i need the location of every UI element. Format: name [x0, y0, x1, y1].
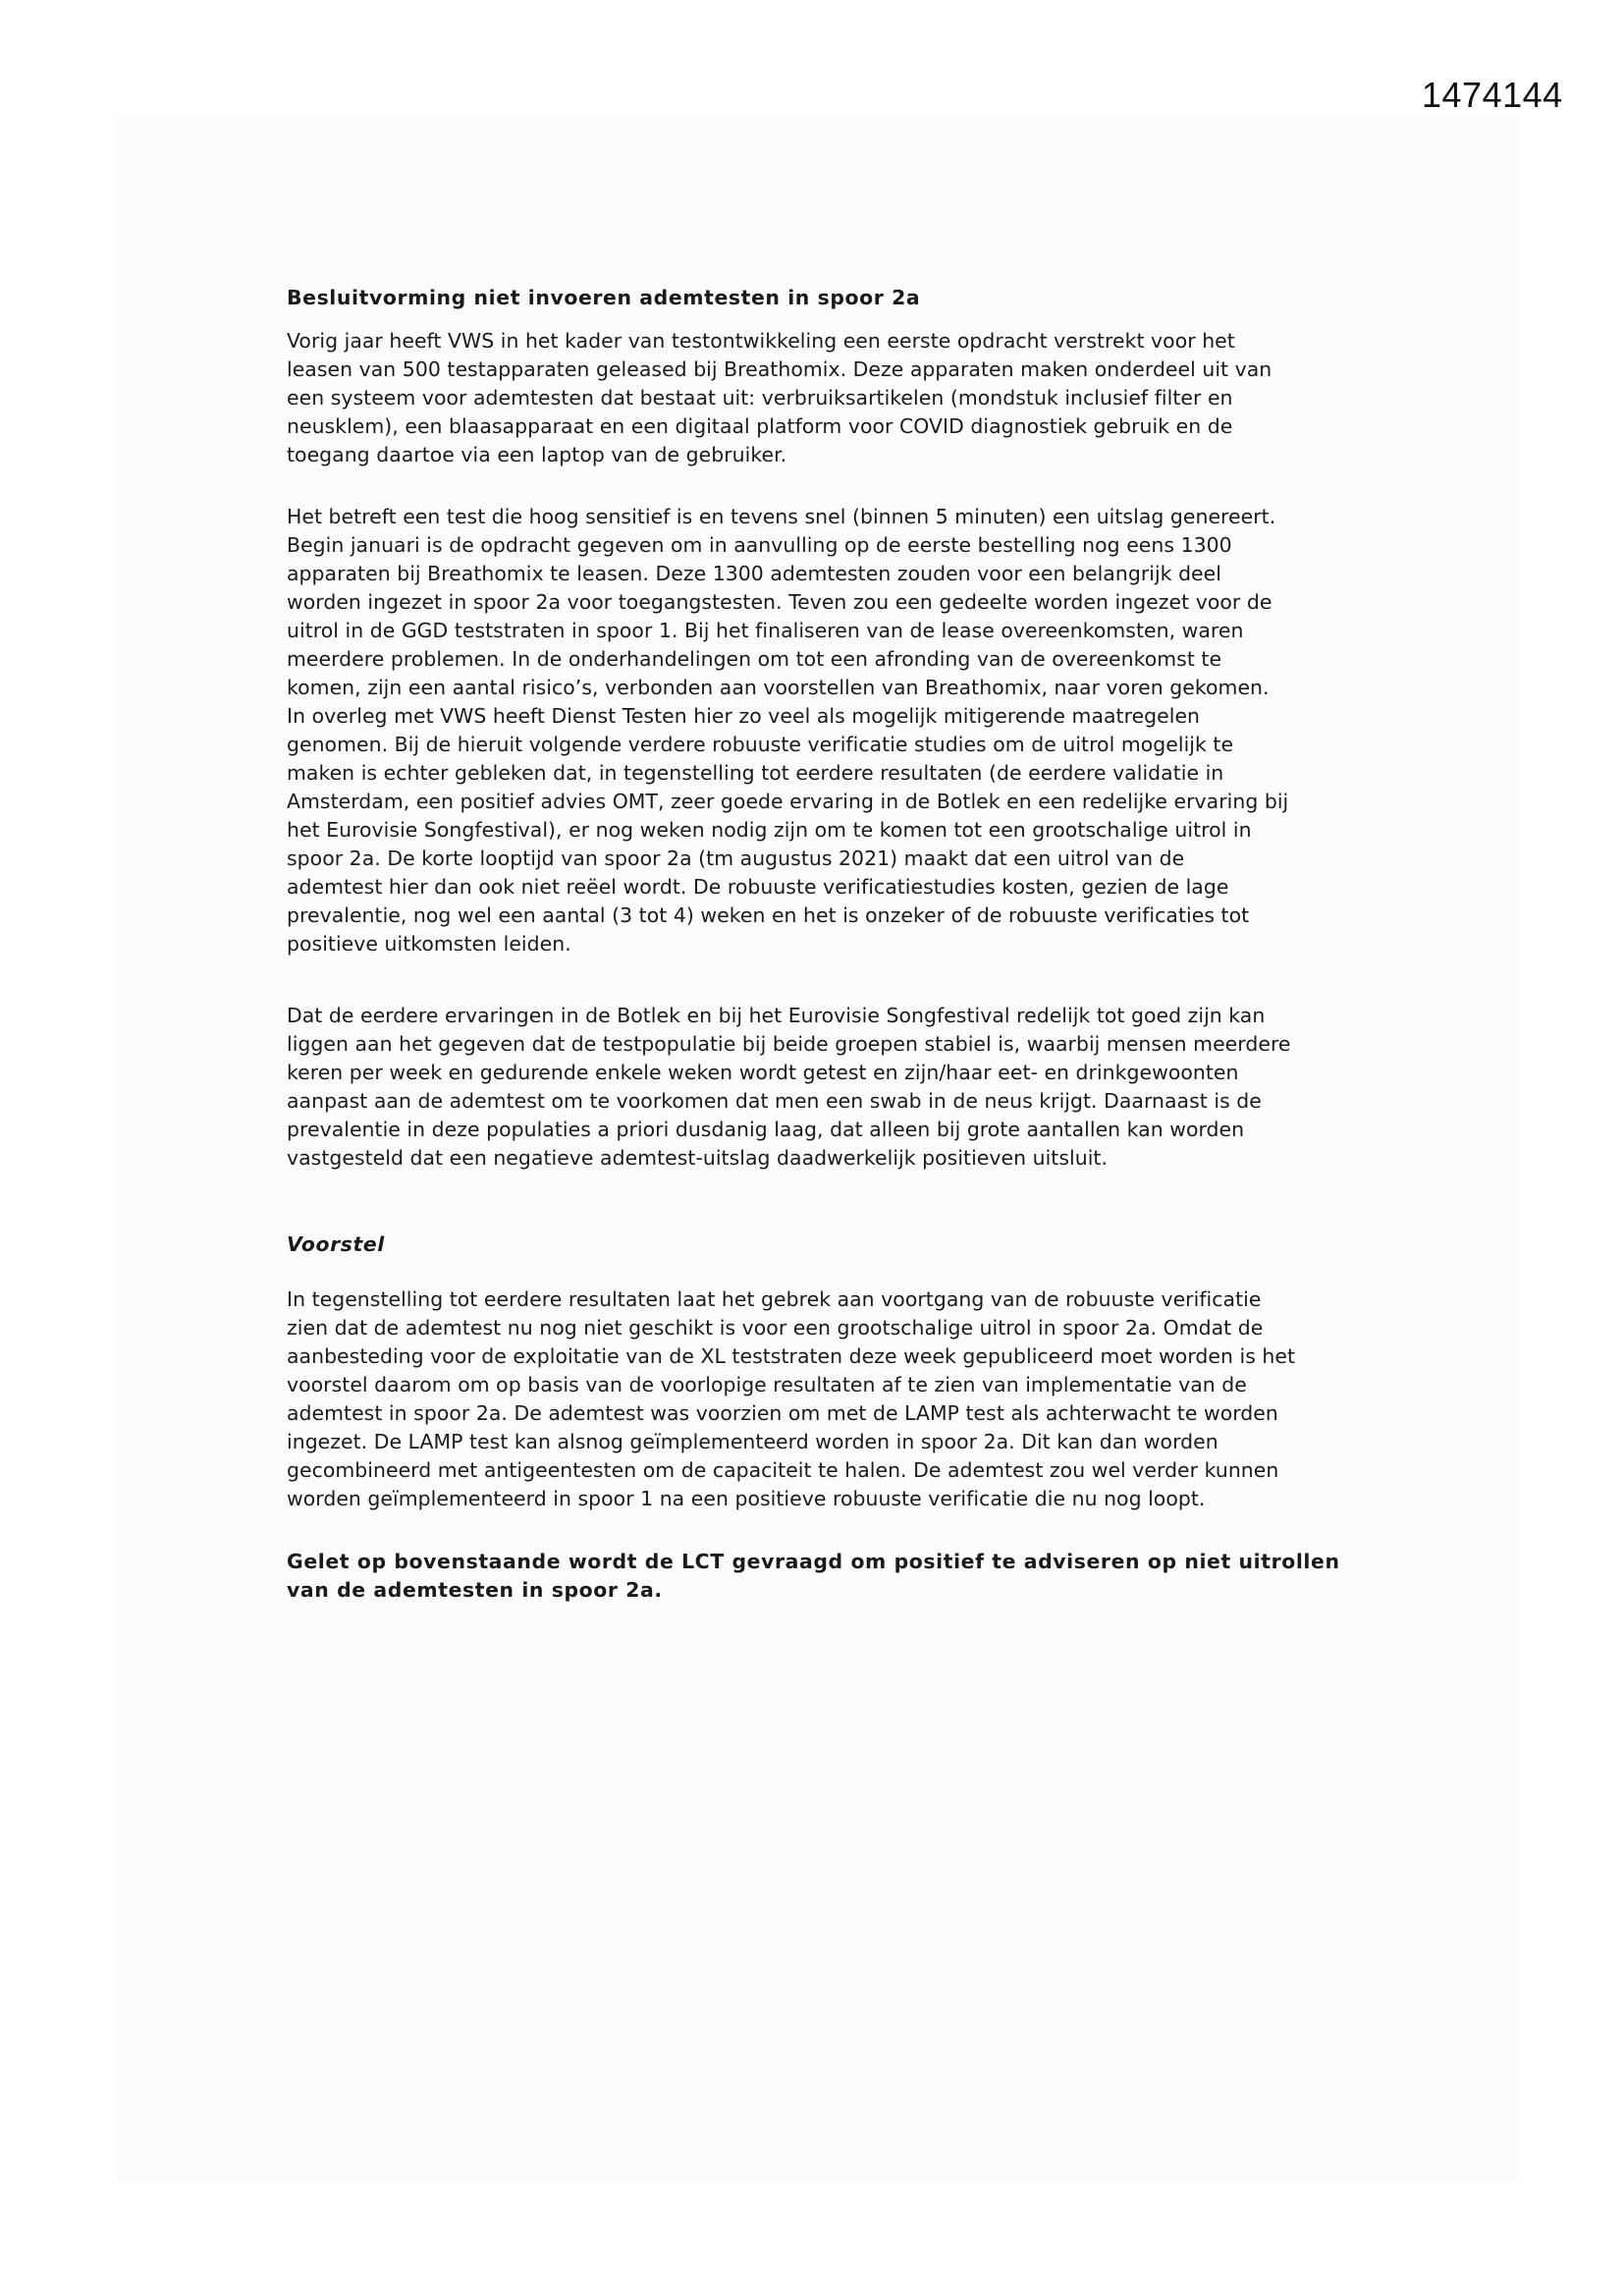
- text-line: aanpast aan de ademtest om te voorkomen dat men een swab in de neus krijgt. Daarnaast is de: [287, 1089, 1262, 1113]
- text-line: liggen aan het gegeven dat de testpopulatie bij beide groepen stabiel is, waarbij mensen meerdere: [287, 1032, 1291, 1056]
- conclusion: [287, 1548, 1377, 1605]
- text-line: positieve uitkomsten leiden.: [287, 932, 571, 956]
- text-line: worden ingezet in spoor 2a voor toegangstesten. Teven zou een gedeelte worden ingezet voor de: [287, 590, 1272, 614]
- text-line: Gelet op bovenstaande wordt de LCT gevraagd om positief te adviseren op niet uitrollen: [287, 1550, 1340, 1573]
- text-line: het Eurovisie Songfestival), er nog weken nodig zijn om te komen tot een grootschalige uitrol in: [287, 818, 1252, 842]
- text-line: gecombineerd met antigeentesten om de capaciteit te halen. De ademtest zou wel verder kunnen: [287, 1458, 1279, 1482]
- text-line: komen, zijn een aantal risico’s, verbonden aan voorstellen van Breathomix, naar voren gekomen.: [287, 676, 1270, 699]
- text-line: van de ademtesten in spoor 2a.: [287, 1578, 663, 1602]
- text-line: keren per week en gedurende enkele weken wordt getest en zijn/haar eet- en drinkgewoonten: [287, 1061, 1239, 1084]
- text-line: genomen. Bij de hieruit volgende verdere robuuste verificatie studies om de uitrol mogelijk te: [287, 733, 1234, 756]
- paragraph-background: [287, 503, 1377, 958]
- text-line: maken is echter gebleken dat, in tegenstelling tot eerdere resultaten (de eerdere validatie in: [287, 761, 1224, 785]
- document-title: Besluitvorming niet invoeren ademtesten in spoor 2a: [287, 286, 921, 309]
- document-number: 1474144: [1422, 75, 1563, 115]
- text-line: neusklem), een blaasapparaat en een digitaal platform voor COVID diagnostiek gebruik en de: [287, 414, 1233, 438]
- text-line: ingezet. De LAMP test kan alsnog geïmplementeerd worden in spoor 2a. Dit kan dan worden: [287, 1430, 1218, 1453]
- text-line: vastgesteld dat een negatieve ademtest-uitslag daadwerkelijk positieven uitsluit.: [287, 1146, 1109, 1170]
- proposal-heading: Voorstel: [287, 1232, 385, 1256]
- text-line: uitrol in de GGD teststraten in spoor 1. Bij het finaliseren van de lease overeenkomsten, waren: [287, 619, 1244, 642]
- text-line: voorstel daarom om op basis van de voorlopige resultaten af te zien van implementatie van de: [287, 1373, 1247, 1396]
- text-line: In overleg met VWS heeft Dienst Testen hier zo veel als mogelijk mitigerende maatregelen: [287, 704, 1201, 728]
- text-line: prevalentie, nog wel een aantal (3 tot 4) weken en het is onzeker of de robuuste verificaties tot: [287, 903, 1250, 927]
- text-line: ademtest hier dan ook niet reëel wordt. De robuuste verificatiestudies kosten, gezien de lage: [287, 875, 1229, 899]
- paragraph-intro: [287, 327, 1377, 469]
- text-line: prevalentie in deze populaties a priori dusdanig laag, dat alleen bij grote aantallen kan worden: [287, 1118, 1245, 1141]
- text-line: Dat de eerdere ervaringen in de Botlek en bij het Eurovisie Songfestival redelijk tot goed zijn kan: [287, 1004, 1266, 1027]
- text-line: Amsterdam, een positief advies OMT, zeer goede ervaring in de Botlek en een redelijke ervaring bij: [287, 790, 1289, 813]
- text-line: Het betreft een test die hoog sensitief is en tevens snel (binnen 5 minuten) een uitslag genereert.: [287, 505, 1276, 528]
- text-line: Begin januari is de opdracht gegeven om in aanvulling op de eerste bestelling nog eens 1300: [287, 533, 1232, 557]
- text-line: meerdere problemen. In de onderhandelingen om tot een afronding van de overeenkomst te: [287, 647, 1222, 671]
- text-line: apparaten bij Breathomix te leasen. Deze 1300 ademtesten zouden voor een belangrijk deel: [287, 562, 1221, 585]
- text-line: aanbesteding voor de exploitatie van de XL teststraten deze week gepubliceerd moet worden is het: [287, 1344, 1296, 1368]
- text-line: In tegenstelling tot eerdere resultaten laat het gebrek aan voortgang van de robuuste verificatie: [287, 1287, 1262, 1311]
- paragraph-proposal: [287, 1285, 1377, 1513]
- text-line: toegang daartoe via een laptop van de gebruiker.: [287, 443, 787, 466]
- text-line: ademtest in spoor 2a. De ademtest was voorzien om met de LAMP test als achterwacht te worden: [287, 1401, 1278, 1425]
- text-line: leasen van 500 testapparaten geleased bij Breathomix. Deze apparaten maken onderdeel uit van: [287, 357, 1272, 381]
- text-line: spoor 2a. De korte looptijd van spoor 2a (tm augustus 2021) maakt dat een uitrol van de: [287, 847, 1185, 870]
- text-line: worden geïmplementeerd in spoor 1 na een positieve robuuste verificatie die nu nog loopt.: [287, 1487, 1206, 1510]
- text-line: Vorig jaar heeft VWS in het kader van testontwikkeling een eerste opdracht verstrekt voor het: [287, 329, 1235, 353]
- text-line: een systeem voor ademtesten dat bestaat uit: verbruiksartikelen (mondstuk inclusief filter en: [287, 386, 1233, 410]
- text-line: zien dat de ademtest nu nog niet geschikt is voor een grootschalige uitrol in spoor 2a. Omdat de: [287, 1316, 1264, 1339]
- paragraph-experience: [287, 1002, 1377, 1173]
